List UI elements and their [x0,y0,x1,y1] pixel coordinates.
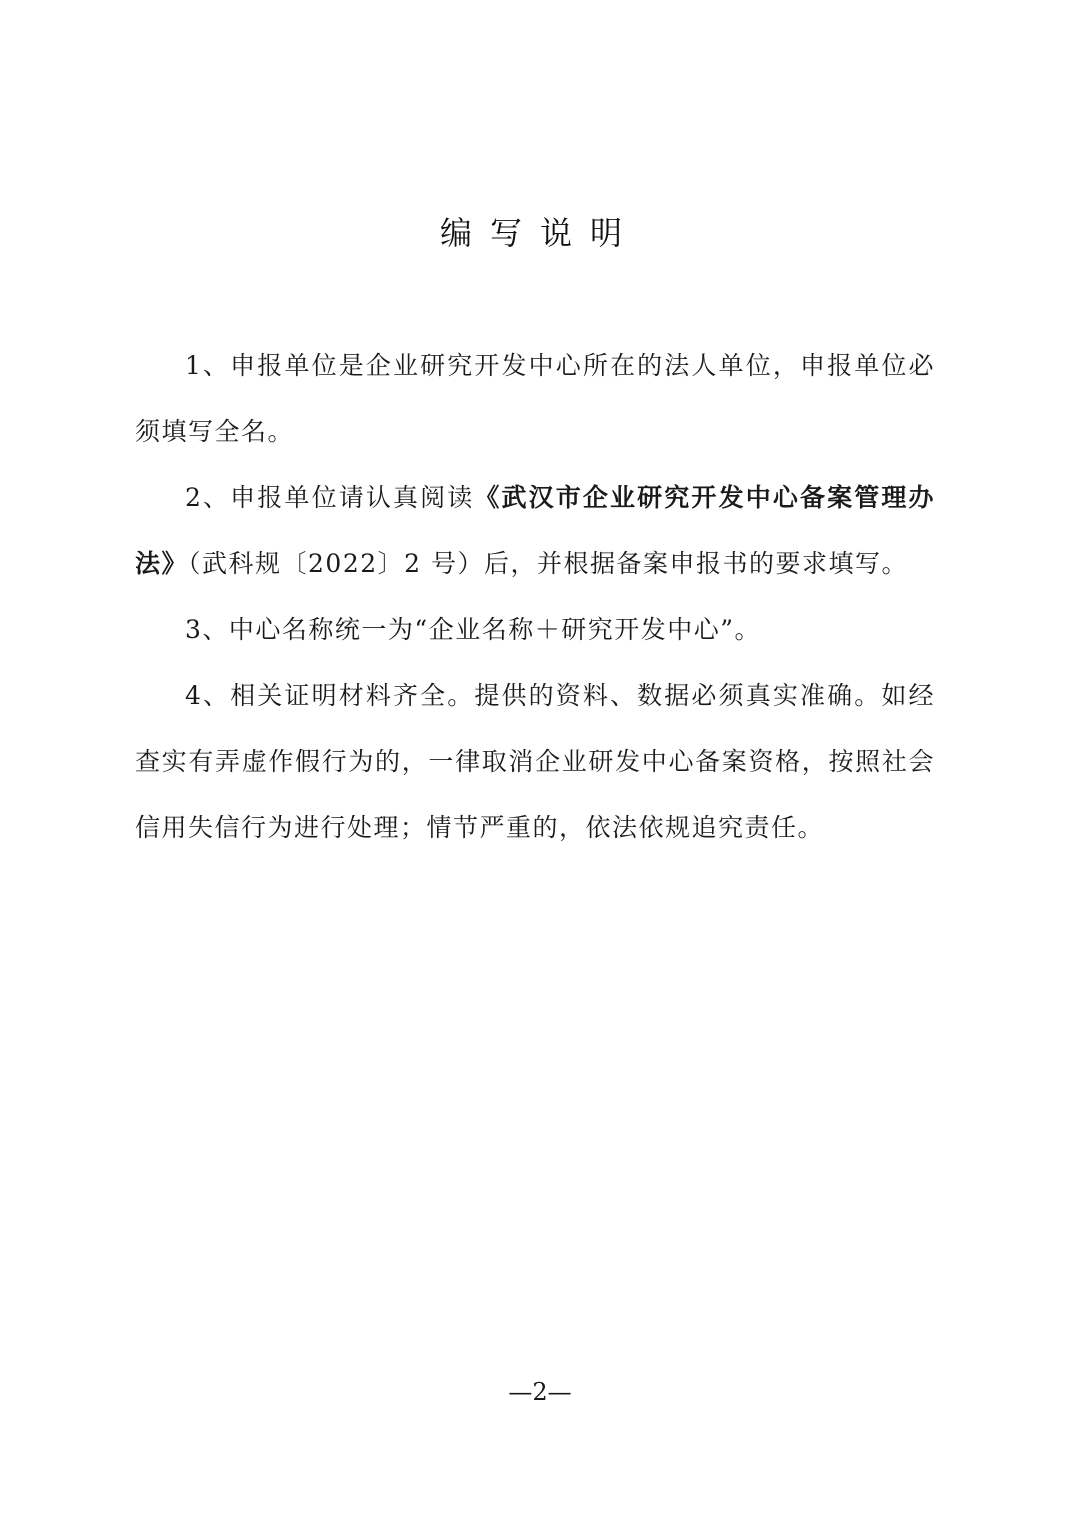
instruction-number: 2、 [185,483,231,512]
regulation-reference: 《武汉市企业研究开发中心备案管理办法》 [135,483,935,578]
instruction-text: 申报单位请认真阅读 [230,483,475,512]
instruction-number: 4、 [185,681,231,710]
instruction-item-3 [135,597,935,663]
instruction-text: 相关证明材料齐全。提供的资料、数据必须真实准确。如经查实有弄虚作假行为的，一律取消企业研发中心备案资格，按照社会信用失信行为进行处理；情节严重的，依法依规追究责任。 [135,681,935,842]
instruction-number: 1、 [185,351,231,380]
instruction-item-4 [135,663,935,861]
instructions-body [135,333,935,861]
page-number: —2— [508,1378,572,1406]
instruction-number: 3、 [185,615,229,644]
instruction-text: 申报单位是企业研究开发中心所在的法人单位，申报单位必须填写全名。 [135,351,935,446]
instruction-item-2 [135,465,935,597]
page-title: 编写说明 [439,214,640,252]
instruction-text: 中心名称统一为“企业名称＋研究开发中心”。 [228,615,761,644]
instruction-text: （武科规〔2022〕2 号）后，并根据备案申报书的要求填写。 [188,549,908,578]
instruction-item-1 [135,333,935,465]
